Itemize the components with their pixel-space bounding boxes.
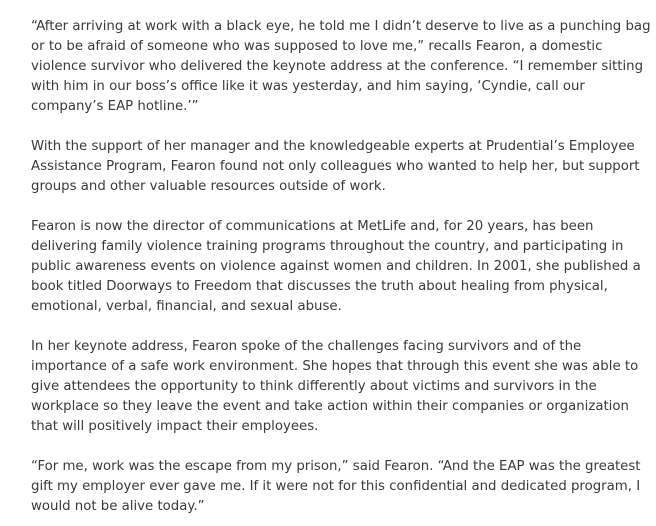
paragraph-closing-quote: “For me, work was the escape from my prison,” said Fearon. “And the EAP was the greatest gift my employer ever gave me. If it were not for this confidential and dedicated program, I would not be alive today.”	[31, 459, 641, 514]
paragraph-biography: Fearon is now the director of communications at MetLife and, for 20 years, has been delivering family violence training programs throughout the country, and participating in public awareness events on violence against women and children. In 2001, she published a book titled Doorways to Freedom that discusses the truth about healing from physical, emotional, verbal, financial, and sexual abuse.	[31, 219, 641, 314]
paragraph-keynote-summary: In her keynote address, Fearon spoke of the challenges facing survivors and of the importance of a safe work environment. She hopes that through this event she was able to give attendees the opportunity to think differently about victims and survivors in the workplace so they leave the event and take action within their companies or organization that will positively impact their employees.	[31, 339, 639, 434]
paragraph-support: With the support of her manager and the knowledgeable experts at Prudential’s Employee Assistance Program, Fearon found not only colleagues who wanted to help her, but support groups and other valuable resources outside of work.	[31, 139, 640, 194]
article-body	[31, 17, 656, 517]
paragraph-keynote-quote: “After arriving at work with a black eye, he told me I didn’t deserve to live as a punching bag or to be afraid of someone who was supposed to love me,” recalls Fearon, a domestic violence survivor who delivered the keynote address at the conference. “I remember sitting with him in our boss’s office like it was yesterday, and him saying, ‘Cyndie, call our company’s EAP hotline.’”	[31, 19, 651, 114]
